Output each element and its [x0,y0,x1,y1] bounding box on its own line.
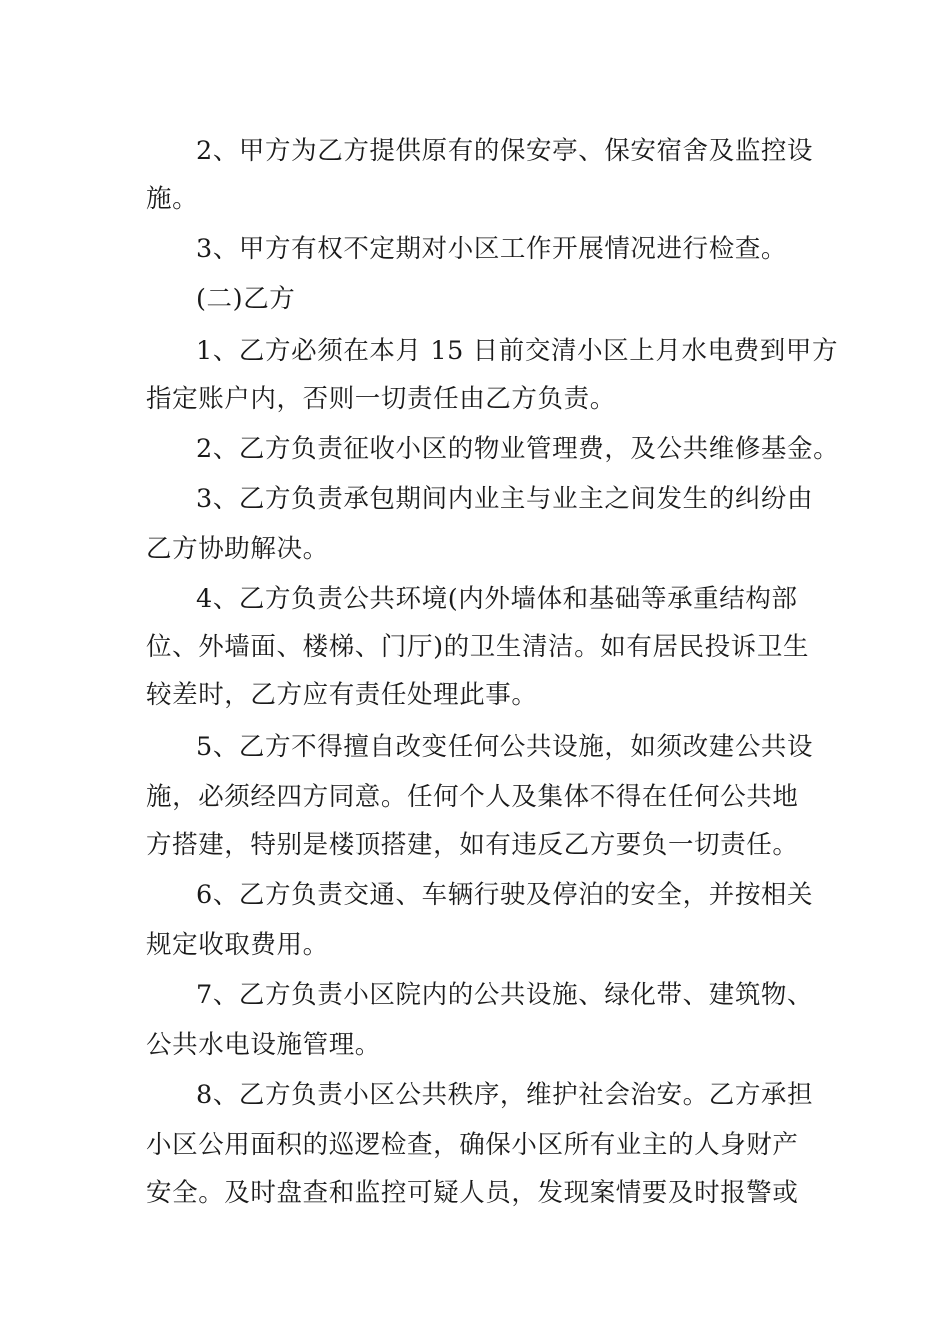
text-line: 乙方协助解决。 [146,534,329,564]
text-line: 规定收取费用。 [146,930,329,960]
text-line: 3、甲方有权不定期对小区工作开展情况进行检查。 [196,234,788,264]
text-line: 安全。及时盘查和监控可疑人员，发现案情要及时报警或 [146,1178,799,1208]
text-line: 7、乙方负责小区院内的公共设施、绿化带、建筑物、 [196,980,814,1010]
text-line: 指定账户内，否则一切责任由乙方负责。 [146,384,616,414]
text-line: 公共水电设施管理。 [146,1030,381,1060]
text-line: 3、乙方负责承包期间内业主与业主之间发生的纠纷由 [196,484,814,514]
text-line: 8、乙方负责小区公共秩序，维护社会治安。乙方承担 [196,1080,814,1110]
text-line: 2、乙方负责征收小区的物业管理费，及公共维修基金。 [196,434,840,464]
text-line: 施。 [146,184,199,214]
text-line: 6、乙方负责交通、车辆行驶及停泊的安全，并按相关 [196,880,814,910]
text-line: 2、甲方为乙方提供原有的保安亭、保安宿舍及监控设 [196,136,814,166]
text-line: 施，必须经四方同意。任何个人及集体不得在任何公共地 [146,782,799,812]
text-line: 5、乙方不得擅自改变任何公共设施，如须改建公共设 [196,732,814,762]
text-line: 较差时，乙方应有责任处理此事。 [146,680,538,710]
text-line: 位、外墙面、楼梯、门厅)的卫生清洁。如有居民投诉卫生 [146,632,810,662]
text-line: 1、乙方必须在本月 15 日前交清小区上月水电费到甲方 [196,336,839,366]
text-line: 4、乙方负责公共环境(内外墙体和基础等承重结构部 [196,584,798,614]
text-line: 方搭建，特别是楼顶搭建，如有违反乙方要负一切责任。 [146,830,799,860]
section-heading: (二)乙方 [196,284,296,314]
text-line: 小区公用面积的巡逻检查，确保小区所有业主的人身财产 [146,1130,799,1160]
